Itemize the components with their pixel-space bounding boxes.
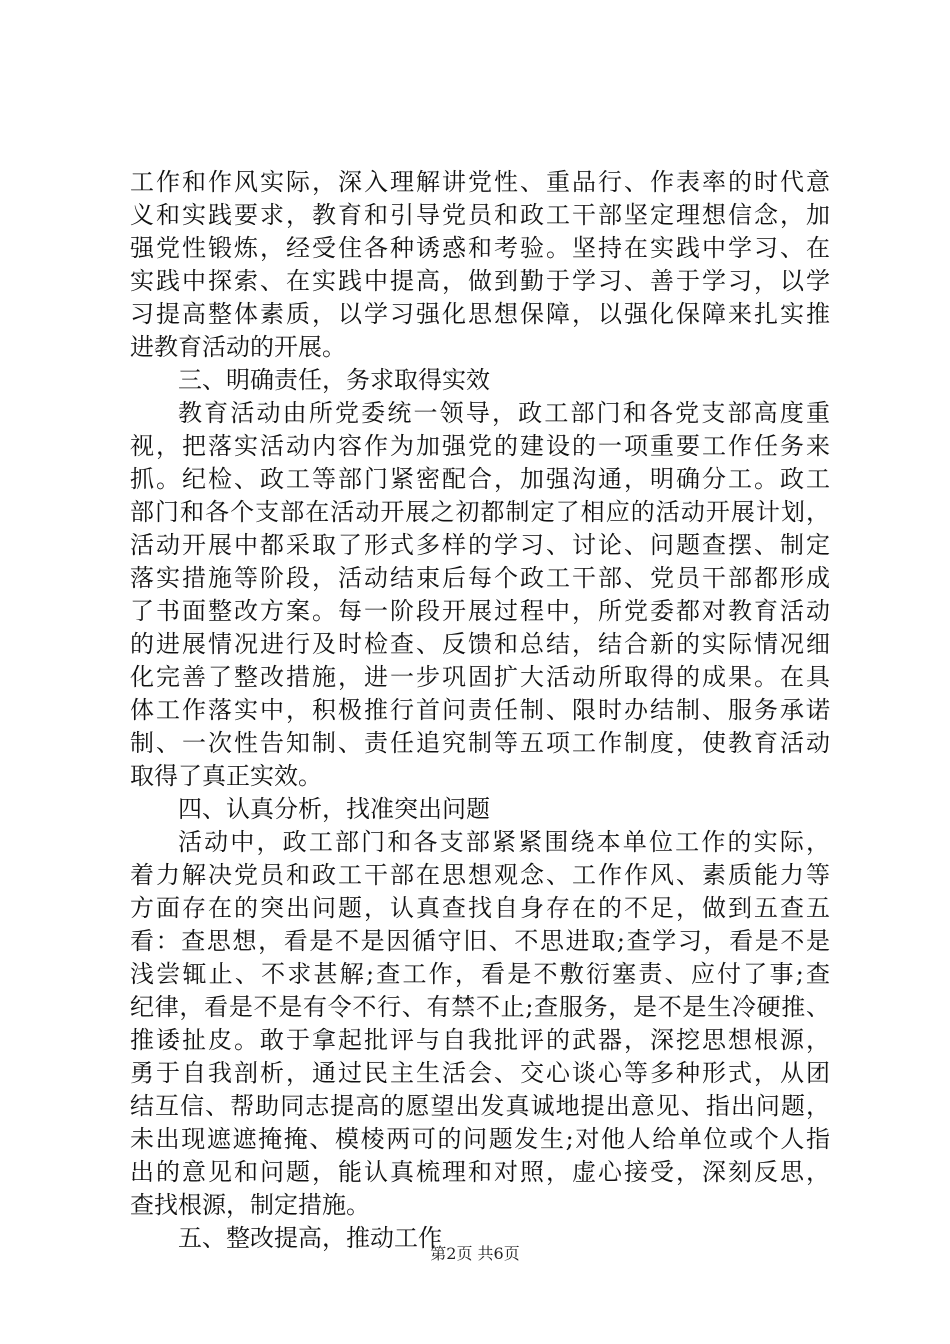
body-line: 习提高整体素质，以学习强化思想保障，以强化保障来扎实推 bbox=[130, 300, 830, 328]
document-body bbox=[130, 166, 830, 1255]
body-line: 制、一次性告知制、责任追究制等五项工作制度，使教育活动 bbox=[130, 729, 830, 757]
body-line: 纪律，看是不是有令不行、有禁不止;查服务，是不是生冷硬推、 bbox=[130, 993, 830, 1021]
body-line: 推诿扯皮。敢于拿起批评与自我批评的武器，深挖思想根源， bbox=[130, 1026, 830, 1054]
body-line: 活动开展中都采取了形式多样的学习、讨论、问题查摆、制定 bbox=[130, 531, 830, 559]
body-line: 义和实践要求，教育和引导党员和政工干部坚定理想信念，加 bbox=[130, 201, 830, 229]
section-heading: 五、整改提高，推动工作 bbox=[178, 1224, 442, 1252]
body-line: 实践中探索、在实践中提高，做到勤于学习、善于学习，以学 bbox=[130, 267, 830, 295]
body-line: 方面存在的突出问题，认真查找自身存在的不足，做到五查五 bbox=[130, 894, 830, 922]
body-line: 了书面整改方案。每一阶段开展过程中，所党委都对教育活动 bbox=[130, 597, 830, 625]
body-line: 勇于自我剖析，通过民主生活会、交心谈心等多种形式，从团 bbox=[130, 1059, 830, 1087]
body-line: 强党性锻炼，经受住各种诱惑和考验。坚持在实践中学习、在 bbox=[130, 234, 830, 262]
body-line: 结互信、帮助同志提高的愿望出发真诚地提出意见、指出问题， bbox=[130, 1092, 830, 1120]
body-line: 未出现遮遮掩掩、模棱两可的问题发生;对他人给单位或个人指 bbox=[130, 1125, 830, 1153]
body-line: 的进展情况进行及时检查、反馈和总结，结合新的实际情况细 bbox=[130, 630, 830, 658]
paragraph-last-line: 取得了真正实效。 bbox=[130, 762, 322, 790]
paragraph-last-line: 进教育活动的开展。 bbox=[130, 333, 346, 361]
body-line: 部门和各个支部在活动开展之初都制定了相应的活动开展计划， bbox=[130, 498, 830, 526]
body-line: 落实措施等阶段，活动结束后每个政工干部、党员干部都形成 bbox=[130, 564, 830, 592]
body-line: 抓。纪检、政工等部门紧密配合，加强沟通，明确分工。政工 bbox=[130, 465, 830, 493]
page-footer: 第2页 共6页 bbox=[430, 1244, 520, 1263]
body-line: 化完善了整改措施，进一步巩固扩大活动所取得的成果。在具 bbox=[130, 663, 830, 691]
body-line: 体工作落实中，积极推行首问责任制、限时办结制、服务承诺 bbox=[130, 696, 830, 724]
paragraph-last-line: 查找根源，制定措施。 bbox=[130, 1191, 370, 1219]
paragraph-first-line: 教育活动由所党委统一领导，政工部门和各党支部高度重 bbox=[178, 399, 830, 427]
section-heading: 四、认真分析，找准突出问题 bbox=[178, 795, 490, 823]
body-line: 浅尝辄止、不求甚解;查工作，看是不敷衍塞责、应付了事;查 bbox=[130, 960, 830, 988]
body-line: 出的意见和问题，能认真梳理和对照，虚心接受，深刻反思， bbox=[130, 1158, 830, 1186]
body-line: 看：查思想，看是不是因循守旧、不思进取;查学习，看是不是 bbox=[130, 927, 830, 955]
section-heading: 三、明确责任，务求取得实效 bbox=[178, 366, 490, 394]
body-line: 视，把落实活动内容作为加强党的建设的一项重要工作任务来 bbox=[130, 432, 830, 460]
body-line: 着力解决党员和政工干部在思想观念、工作作风、素质能力等 bbox=[130, 861, 830, 889]
paragraph-first-line: 活动中，政工部门和各支部紧紧围绕本单位工作的实际， bbox=[178, 828, 830, 856]
body-line: 工作和作风实际，深入理解讲党性、重品行、作表率的时代意 bbox=[130, 168, 830, 196]
